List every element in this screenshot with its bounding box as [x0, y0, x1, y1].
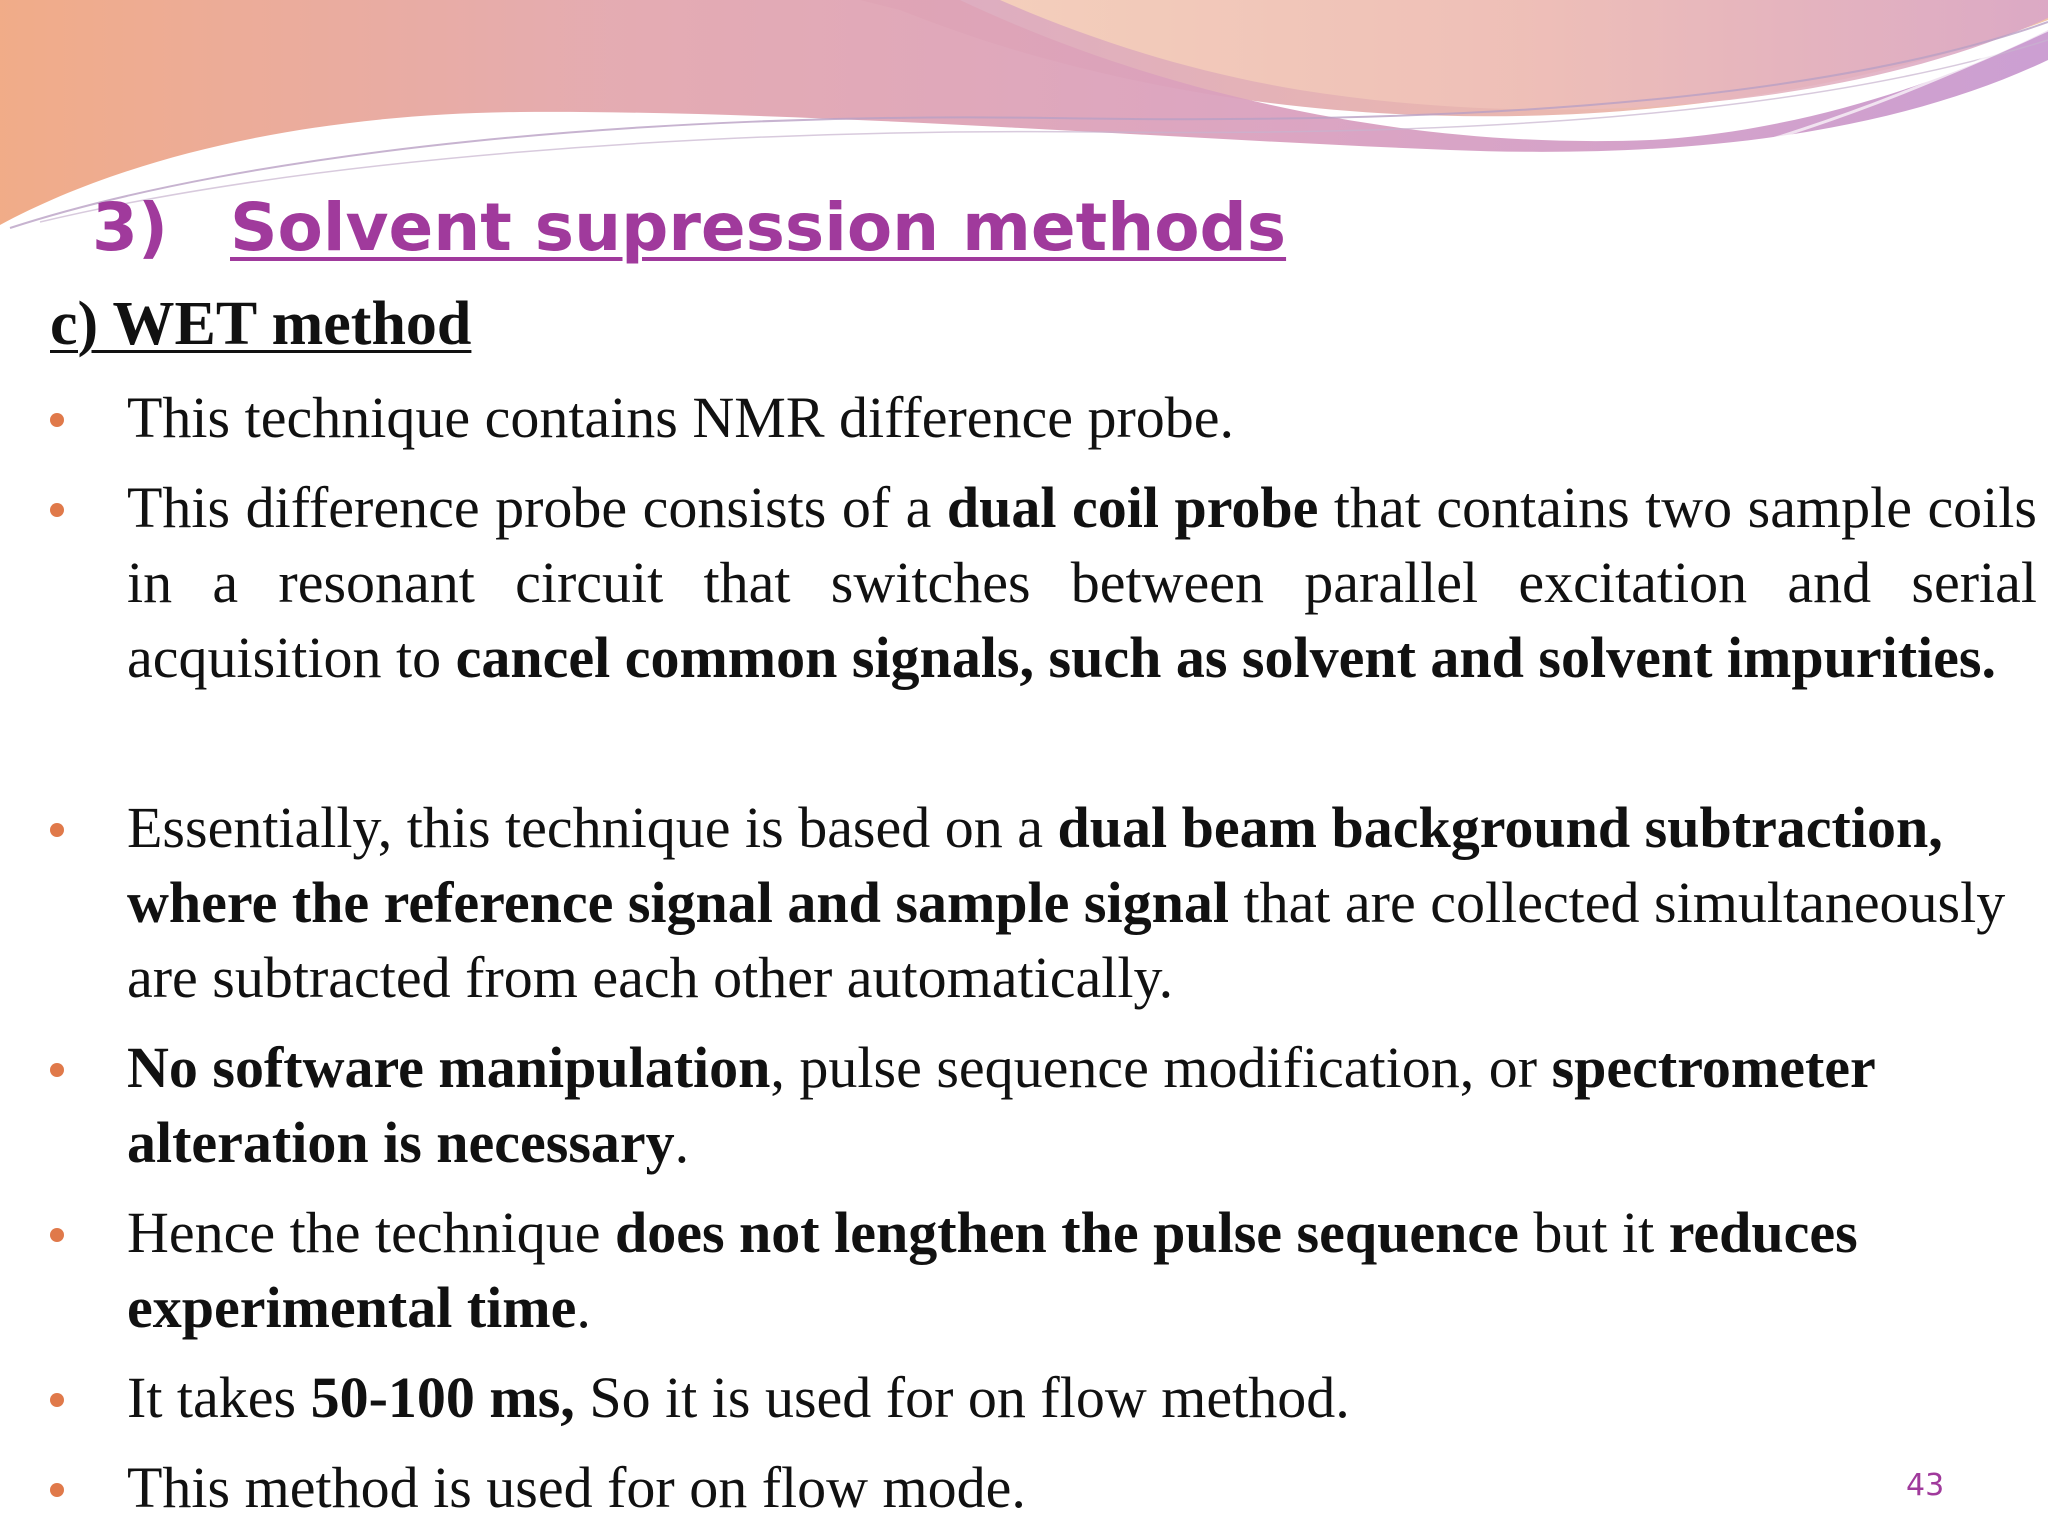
bold-text: dual beam background subtraction, where the reference signal and sample signal	[127, 795, 1943, 935]
text-run: , pulse sequence modification, or	[770, 1035, 1552, 1100]
bullet-dot-icon	[50, 1483, 64, 1497]
text-run: So it is used for on flow method.	[574, 1365, 1350, 1430]
text-run: This difference probe consists of a	[127, 475, 947, 540]
bold-text: spectrometer alteration is necessary	[127, 1035, 1875, 1175]
bullet-text	[127, 1450, 2037, 1525]
text-run: Essentially, this technique is based on a	[127, 795, 1058, 860]
bold-text: No software manipulation	[127, 1035, 771, 1100]
text-run: that are collected simultaneously are subtracted from each other automatically.	[127, 870, 2006, 1010]
text-run: It takes	[127, 1365, 311, 1430]
bold-text: 50-100 ms,	[310, 1365, 575, 1430]
bold-text: reduces experimental time	[127, 1200, 1858, 1340]
text-run: This technique contains NMR difference probe.	[127, 385, 1235, 450]
text-run: that contains two sample coils in a resonant circuit that switches between parallel excitation and serial acquisition to	[127, 475, 2037, 690]
bullet-text	[127, 470, 2037, 695]
bullet-dot-icon	[50, 1063, 64, 1077]
text-run: .	[576, 1275, 591, 1340]
bullet-dot-icon	[50, 503, 64, 517]
bullet-dot-icon	[50, 823, 64, 837]
title-text: Solvent supression methods	[230, 189, 1287, 266]
bullet-dot-icon	[50, 1393, 64, 1407]
bold-text: dual coil probe	[946, 475, 1319, 540]
text-run: Hence the technique	[127, 1200, 615, 1265]
bold-text: cancel common signals, such as solvent and solvent impurities.	[455, 625, 1996, 690]
bold-text: does not lengthen the pulse sequence	[614, 1200, 1519, 1265]
bullet-text	[127, 790, 2037, 1015]
bullet-dot-icon	[50, 1228, 64, 1242]
section-subtitle: c) WET method	[50, 290, 472, 358]
text-run: This method is used for on flow mode.	[127, 1455, 1026, 1520]
bullet-text	[127, 380, 2037, 455]
bullet-text	[127, 1360, 2037, 1435]
text-run: but it	[1518, 1200, 1669, 1265]
title-number: 3)	[92, 189, 169, 266]
bullet-dot-icon	[50, 413, 64, 427]
bullet-text	[127, 1030, 2037, 1180]
slide-title	[92, 186, 1286, 270]
text-run: .	[674, 1110, 690, 1175]
bullet-text	[127, 1195, 2037, 1345]
page-number: 43	[1906, 1468, 1945, 1503]
